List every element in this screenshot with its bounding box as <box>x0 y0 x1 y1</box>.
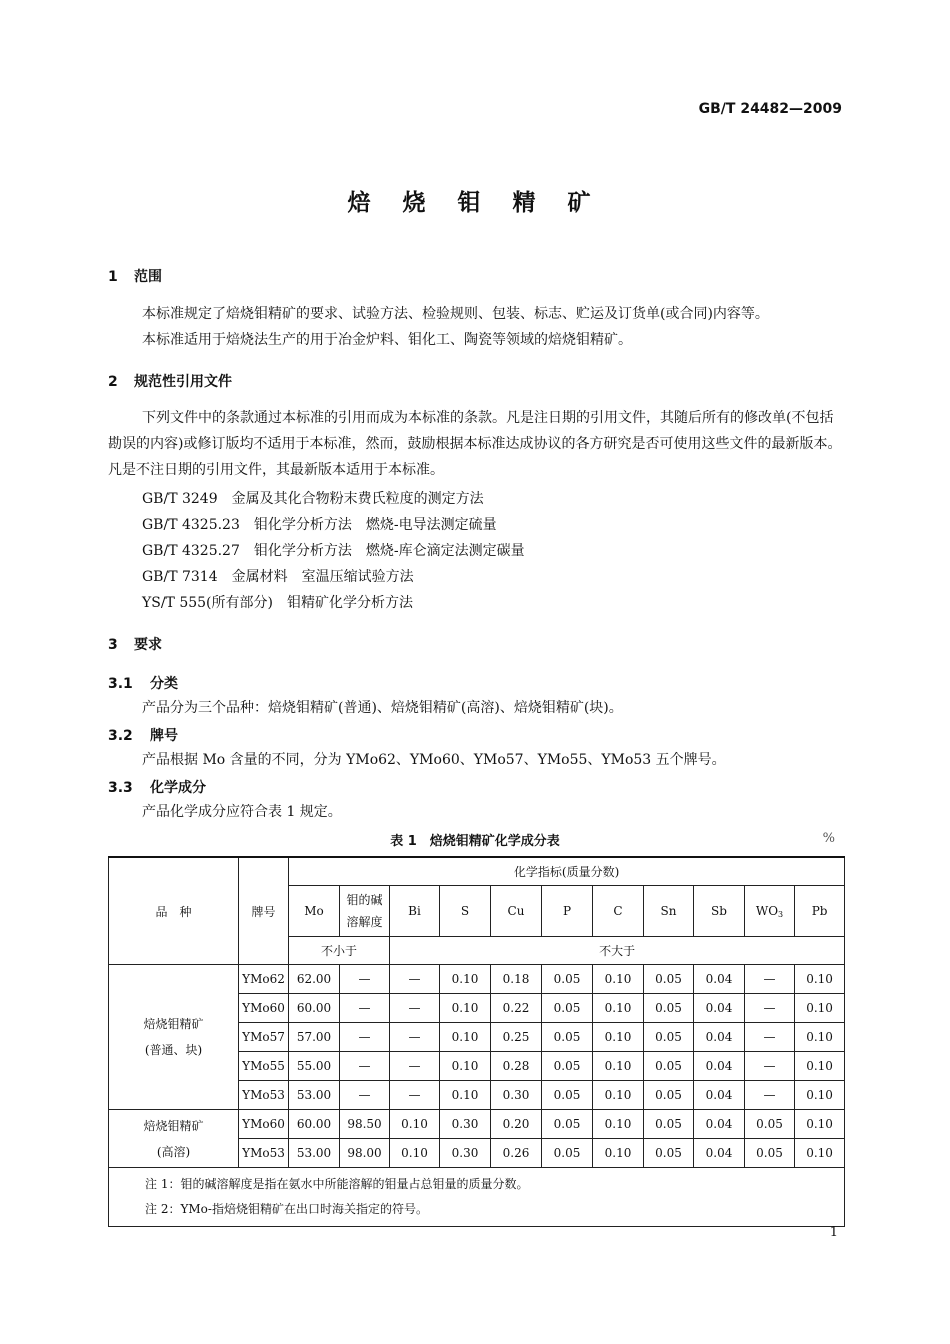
cell: YMo60 <box>239 1110 289 1139</box>
cell: 0.10 <box>795 1110 845 1139</box>
header-not-more-than: 不大于 <box>390 937 845 965</box>
header-element: Bi <box>390 886 440 937</box>
section-3-2-paragraph: 产品根据 Mo 含量的不同，分为 YMo62、YMo60、YMo57、YMo55、YMo53 五个牌号。 <box>142 752 726 768</box>
cell: 98.00 <box>340 1139 390 1168</box>
variety-name: 焙烧钼精矿 <box>143 1017 204 1031</box>
cell: 0.10 <box>593 1139 644 1168</box>
cell: 53.00 <box>289 1081 340 1110</box>
cell: 0.10 <box>390 1110 440 1139</box>
header-element: Sn <box>644 886 694 937</box>
cell: 0.30 <box>440 1110 491 1139</box>
cell: 0.30 <box>491 1081 542 1110</box>
page-number: 1 <box>829 1225 838 1240</box>
section-number: 2 <box>108 374 118 390</box>
cell: 0.10 <box>440 1052 491 1081</box>
section-number: 3.3 <box>108 780 133 796</box>
cell: — <box>390 1023 440 1052</box>
cell: 0.04 <box>694 1081 745 1110</box>
header-element: C <box>593 886 644 937</box>
cell: YMo53 <box>239 1081 289 1110</box>
table-row <box>109 1110 845 1139</box>
cell: 0.10 <box>440 1023 491 1052</box>
cell: 0.18 <box>491 965 542 994</box>
cell: 0.05 <box>644 994 694 1023</box>
variety-cell <box>109 1110 239 1168</box>
cell: — <box>340 1023 390 1052</box>
cell: 0.05 <box>542 1139 593 1168</box>
section-number: 3.2 <box>108 728 133 744</box>
reference-item: GB/T 4325.23 钼化学分析方法 燃烧-电导法测定硫量 <box>142 517 497 533</box>
cell: 0.10 <box>795 994 845 1023</box>
cell: 0.10 <box>795 1139 845 1168</box>
table-caption: 表 1 焙烧钼精矿化学成分表 <box>390 834 560 849</box>
section-title: 分类 <box>150 676 178 692</box>
section-2-heading <box>108 371 232 391</box>
cell: 0.10 <box>795 1081 845 1110</box>
reference-item: GB/T 7314 金属材料 室温压缩试验方法 <box>142 569 414 585</box>
section-title: 范围 <box>134 269 162 285</box>
cell: 0.05 <box>644 1081 694 1110</box>
cell: 60.00 <box>289 994 340 1023</box>
cell: 0.05 <box>542 1110 593 1139</box>
cell: — <box>745 994 795 1023</box>
cell: 0.05 <box>542 1081 593 1110</box>
reference-item: GB/T 3249 金属及其化合物粉末费氏粒度的测定方法 <box>142 491 484 507</box>
reference-item: YS/T 555(所有部分) 钼精矿化学分析方法 <box>142 595 413 611</box>
cell: 53.00 <box>289 1139 340 1168</box>
cell: 0.20 <box>491 1110 542 1139</box>
table-unit: % <box>822 831 835 846</box>
cell: — <box>390 965 440 994</box>
table-notes-row <box>109 1168 845 1227</box>
cell: 0.04 <box>694 1110 745 1139</box>
section-1-paragraph-2: 本标准适用于焙烧法生产的用于冶金炉料、钼化工、陶瓷等领域的焙烧钼精矿。 <box>142 332 632 348</box>
cell: 0.10 <box>593 1052 644 1081</box>
variety-cell <box>109 965 239 1110</box>
cell: 0.28 <box>491 1052 542 1081</box>
cell: 0.10 <box>440 965 491 994</box>
header-element: P <box>542 886 593 937</box>
cell: 0.05 <box>644 1023 694 1052</box>
cell: 0.22 <box>491 994 542 1023</box>
cell: 57.00 <box>289 1023 340 1052</box>
header-element: Pb <box>795 886 845 937</box>
cell: 0.10 <box>390 1139 440 1168</box>
document-title: 焙 烧 钼 精 矿 <box>347 190 603 216</box>
header-element-wo3 <box>745 886 795 937</box>
cell: 55.00 <box>289 1052 340 1081</box>
header-grade: 牌号 <box>239 857 289 965</box>
cell: — <box>390 1081 440 1110</box>
element-subscript: 3 <box>778 909 784 919</box>
section-title: 化学成分 <box>150 780 206 796</box>
cell: 0.05 <box>745 1110 795 1139</box>
section-3-heading <box>108 634 162 654</box>
cell: 0.10 <box>795 1023 845 1052</box>
variety-name: 焙烧钼精矿 <box>143 1118 204 1133</box>
cell: 60.00 <box>289 1110 340 1139</box>
cell: YMo53 <box>239 1139 289 1168</box>
header-element: 钼的碱溶解度 <box>340 886 390 937</box>
section-3-3-heading <box>108 777 206 797</box>
section-number: 3.1 <box>108 676 133 692</box>
header-chemical-index: 化学指标(质量分数) <box>289 857 845 886</box>
table-note-1: 注 1：钼的碱溶解度是指在氨水中所能溶解的钼量占总钼量的质量分数。 <box>145 1177 529 1191</box>
cell: 0.04 <box>694 1139 745 1168</box>
cell: 0.04 <box>694 1023 745 1052</box>
cell: 0.04 <box>694 994 745 1023</box>
section-title: 规范性引用文件 <box>134 374 232 390</box>
cell: — <box>340 1052 390 1081</box>
cell: 0.04 <box>694 965 745 994</box>
reference-item: GB/T 4325.27 钼化学分析方法 燃烧-库仑滴定法测定碳量 <box>142 543 525 559</box>
standard-number: GB/T 24482—2009 <box>698 101 842 117</box>
section-number: 3 <box>108 637 118 653</box>
section-3-3-paragraph: 产品化学成分应符合表 1 规定。 <box>142 804 342 820</box>
section-number: 1 <box>108 269 118 285</box>
cell: 0.30 <box>440 1139 491 1168</box>
cell: 0.05 <box>542 965 593 994</box>
header-element: Sb <box>694 886 745 937</box>
cell: — <box>340 994 390 1023</box>
cell: — <box>745 1052 795 1081</box>
cell: 0.05 <box>644 1139 694 1168</box>
variety-type: (高溶) <box>156 1144 191 1159</box>
cell: 0.05 <box>542 994 593 1023</box>
cell: 0.26 <box>491 1139 542 1168</box>
cell: 0.10 <box>593 1110 644 1139</box>
cell: 0.10 <box>593 1023 644 1052</box>
cell: — <box>390 994 440 1023</box>
cell: YMo57 <box>239 1023 289 1052</box>
section-3-2-heading <box>108 725 178 745</box>
cell: 0.10 <box>593 1081 644 1110</box>
section-1-heading <box>108 266 162 286</box>
section-3-1-heading <box>108 673 178 693</box>
header-variety: 品 种 <box>109 857 239 965</box>
cell: 0.05 <box>644 965 694 994</box>
section-title: 要求 <box>134 637 162 653</box>
cell: 62.00 <box>289 965 340 994</box>
cell: YMo62 <box>239 965 289 994</box>
section-3-1-paragraph: 产品分为三个品种：焙烧钼精矿(普通)、焙烧钼精矿(高溶)、焙烧钼精矿(块)。 <box>142 700 623 716</box>
cell: 0.05 <box>542 1052 593 1081</box>
cell: 0.05 <box>644 1052 694 1081</box>
section-1-paragraph-1: 本标准规定了焙烧钼精矿的要求、试验方法、检验规则、包装、标志、贮运及订货单(或合同)内容等。 <box>142 306 769 322</box>
cell: 0.10 <box>593 965 644 994</box>
cell: 0.10 <box>795 1052 845 1081</box>
cell: 0.10 <box>440 1081 491 1110</box>
header-not-less-than: 不小于 <box>289 937 390 965</box>
cell: 0.10 <box>795 965 845 994</box>
header-element: Cu <box>491 886 542 937</box>
cell: 0.05 <box>745 1139 795 1168</box>
section-2-paragraph: 下列文件中的条款通过本标准的引用而成为本标准的条款。凡是注日期的引用文件，其随后所有的修改单(不包括勘误的内容)或修订版均不适用于本标准，然而，鼓励根据本标准达成协议的各方研究是否可使用这些文件的最新版本。凡是不注日期的引用文件，其最新版本适用于本标准。 <box>108 410 842 478</box>
chemical-composition-table <box>108 856 845 1227</box>
section-title: 牌号 <box>150 728 178 744</box>
cell: YMo55 <box>239 1052 289 1081</box>
header-element: Mo <box>289 886 340 937</box>
header-element: S <box>440 886 491 937</box>
cell: 0.25 <box>491 1023 542 1052</box>
variety-type: (普通、块) <box>144 1043 203 1057</box>
table-notes <box>109 1168 845 1227</box>
element-symbol: WO <box>755 903 779 918</box>
cell: — <box>745 1081 795 1110</box>
table-row <box>109 965 845 994</box>
cell: 0.05 <box>542 1023 593 1052</box>
cell: — <box>745 965 795 994</box>
cell: YMo60 <box>239 994 289 1023</box>
cell: 0.04 <box>694 1052 745 1081</box>
cell: 0.10 <box>593 994 644 1023</box>
cell: 0.10 <box>440 994 491 1023</box>
table-note-2: 注 2：YMo-指焙烧钼精矿在出口时海关指定的符号。 <box>145 1202 428 1216</box>
cell: — <box>745 1023 795 1052</box>
cell: — <box>340 1081 390 1110</box>
cell: 98.50 <box>340 1110 390 1139</box>
cell: — <box>390 1052 440 1081</box>
cell: — <box>340 965 390 994</box>
cell: 0.05 <box>644 1110 694 1139</box>
